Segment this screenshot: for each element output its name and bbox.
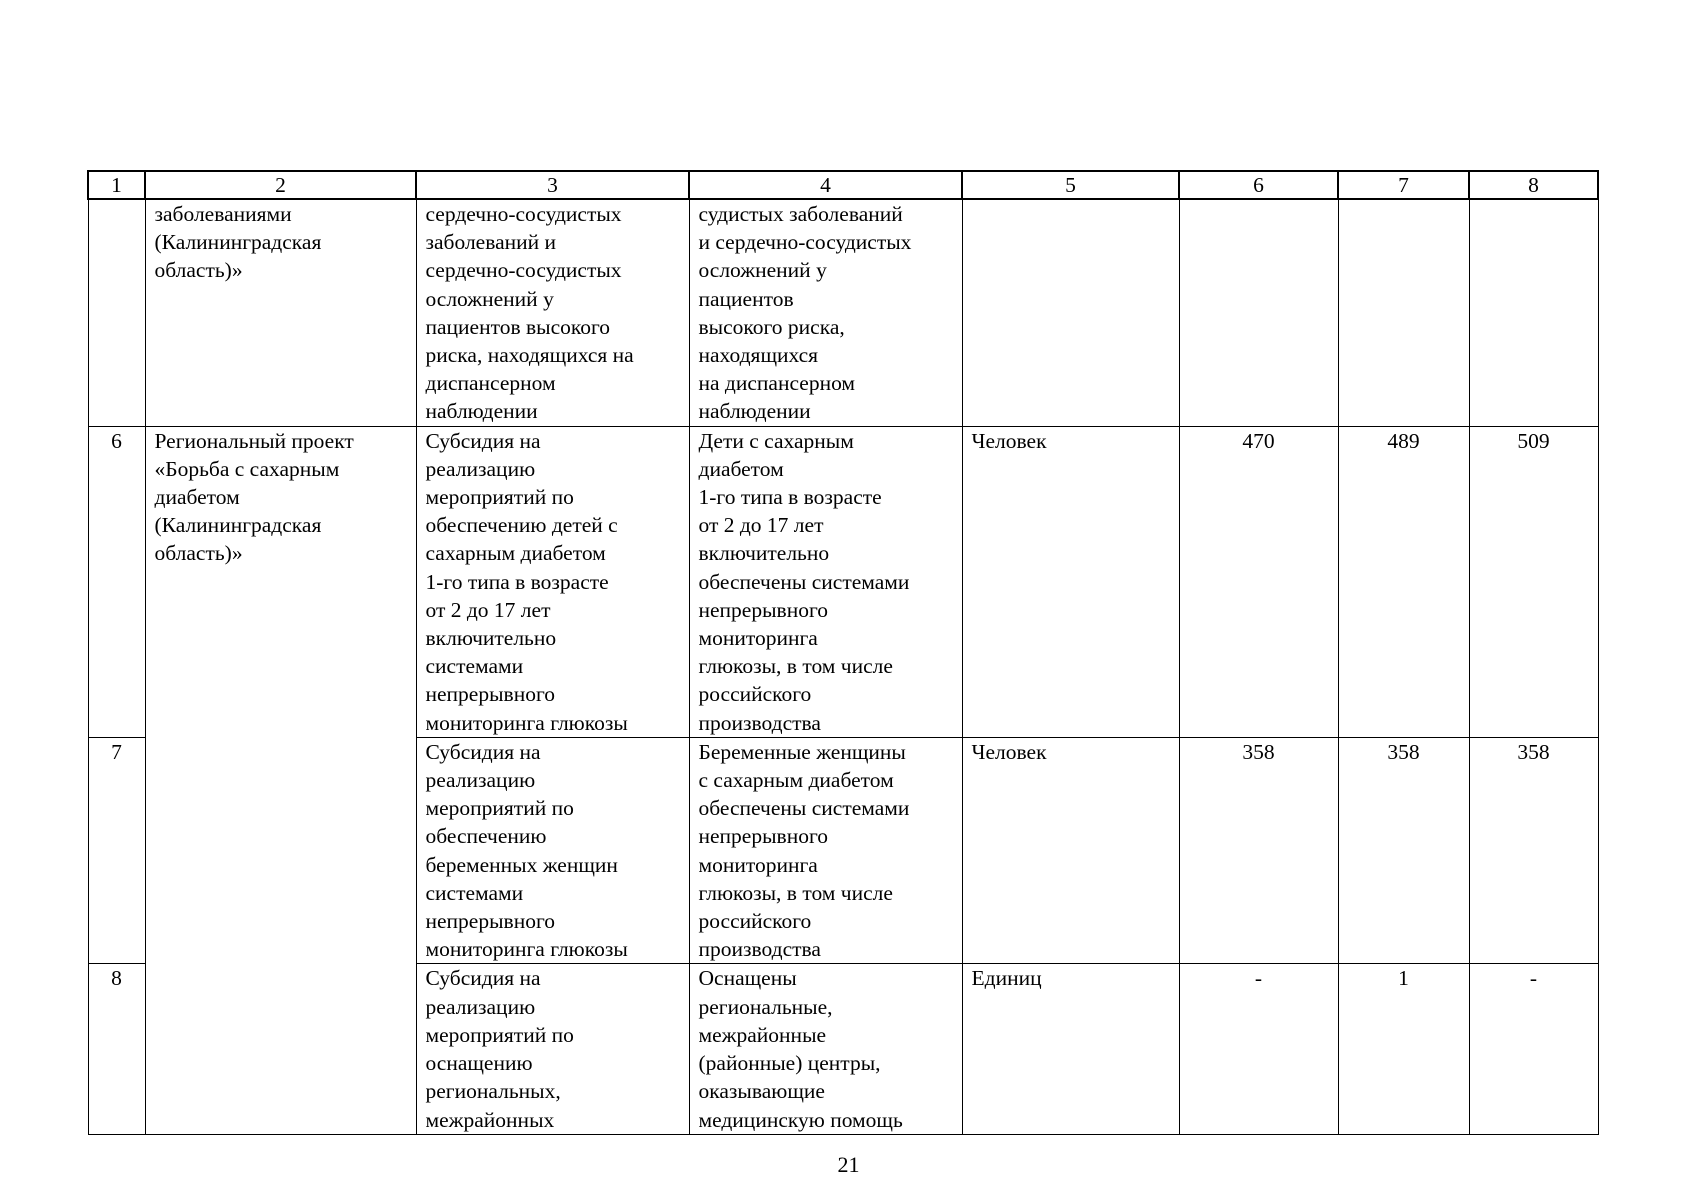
indicators-table [87, 170, 1599, 1135]
row-number: 7 [88, 737, 145, 964]
header-cell: 1 [88, 171, 145, 199]
value-col-8: 509 [1469, 426, 1598, 737]
header-cell: 7 [1338, 171, 1469, 199]
result-description: Дети с сахарным диабетом 1-го типа в возрасте от 2 до 17 лет включительно обеспечены системами непрерывного мониторинга глюкозы, в том числе российского производства [689, 426, 962, 737]
value-col-7: 489 [1338, 426, 1469, 737]
subsidy-description: Субсидия на реализацию мероприятий по обеспечению детей с сахарным диабетом 1-го типа в возрасте от 2 до 17 лет включительно системами непрерывного мониторинга глюкозы [416, 426, 689, 737]
table-row [88, 199, 1598, 426]
value-col-6: 358 [1179, 737, 1338, 964]
header-cell: 2 [145, 171, 416, 199]
value-col-8: - [1469, 964, 1598, 1134]
table-row [88, 426, 1598, 737]
result-description: судистых заболеваний и сердечно-сосудистых осложнений у пациентов высокого риска, находящихся на диспансерном наблюдении [689, 199, 962, 426]
value-col-6 [1179, 199, 1338, 426]
value-col-8: 358 [1469, 737, 1598, 964]
value-col-7 [1338, 199, 1469, 426]
header-cell: 5 [962, 171, 1179, 199]
project-name: заболеваниями (Калининградская область)» [145, 199, 416, 426]
unit-of-measure: Человек [962, 426, 1179, 737]
value-col-6: - [1179, 964, 1338, 1134]
unit-of-measure: Человек [962, 737, 1179, 964]
value-col-7: 1 [1338, 964, 1469, 1134]
value-col-6: 470 [1179, 426, 1338, 737]
header-cell: 6 [1179, 171, 1338, 199]
value-col-8 [1469, 199, 1598, 426]
subsidy-description: сердечно-сосудистых заболеваний и сердечно-сосудистых осложнений у пациентов высокого риска, находящихся на диспансерном наблюдении [416, 199, 689, 426]
row-number [88, 199, 145, 426]
value-col-7: 358 [1338, 737, 1469, 964]
row-number: 8 [88, 964, 145, 1134]
result-description: Оснащены региональные, межрайонные (районные) центры, оказывающие медицинскую помощь [689, 964, 962, 1134]
page-number: 21 [837, 1152, 860, 1177]
result-description: Беременные женщины с сахарным диабетом обеспечены системами непрерывного мониторинга глюкозы, в том числе российского производства [689, 737, 962, 964]
project-name: Региональный проект «Борьба с сахарным диабетом (Калининградская область)» [145, 426, 416, 1134]
unit-of-measure [962, 199, 1179, 426]
subsidy-description: Субсидия на реализацию мероприятий по обеспечению беременных женщин системами непрерывного мониторинга глюкозы [416, 737, 689, 964]
header-cell: 4 [689, 171, 962, 199]
unit-of-measure: Единиц [962, 964, 1179, 1134]
column-number-row [88, 171, 1598, 199]
row-number: 6 [88, 426, 145, 737]
header-cell: 3 [416, 171, 689, 199]
header-cell: 8 [1469, 171, 1598, 199]
subsidy-description: Субсидия на реализацию мероприятий по оснащению региональных, межрайонных [416, 964, 689, 1134]
